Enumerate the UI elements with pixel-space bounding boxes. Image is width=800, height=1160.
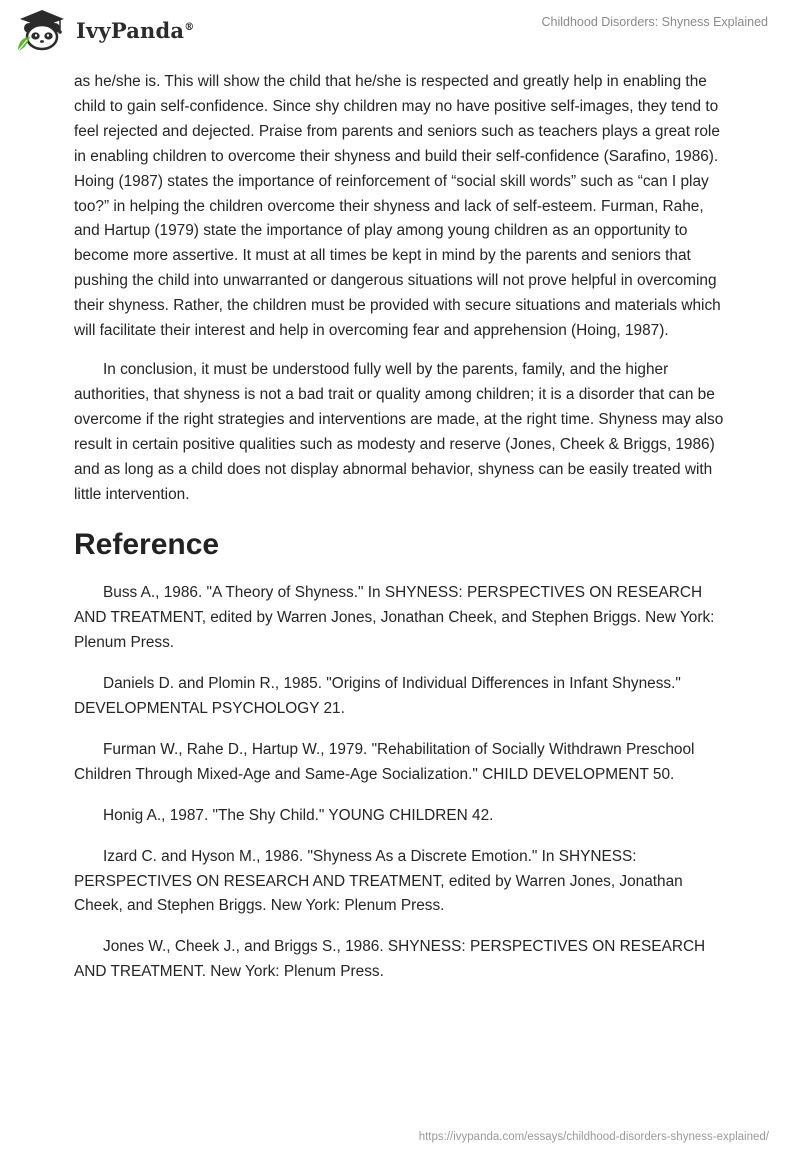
source-url-link[interactable]: https://ivypanda.com/essays/childhood-disorders-shyness-explained/ bbox=[418, 1131, 769, 1143]
page-header bbox=[0, 0, 800, 60]
essay-content bbox=[74, 70, 729, 1001]
ivypanda-logo[interactable] bbox=[14, 7, 195, 53]
reference-item: Izard C. and Hyson M., 1986. "Shyness As a Discrete Emotion." In SHYNESS: PERSPECTIVES ON RESEARCH AND TREATMENT, edited by Warren Jones, Jonathan Cheek, and Stephen Briggs. New York: Plenum Press. bbox=[74, 847, 683, 915]
reference-item: Jones W., Cheek J., and Briggs S., 1986. SHYNESS: PERSPECTIVES ON RESEARCH AND TREATMENT. New York: Plenum Press. bbox=[74, 938, 706, 981]
reference-item: Daniels D. and Plomin R., 1985. "Origins of Individual Differences in Infant Shyness." DEVELOPMENTAL PSYCHOLOGY 21. bbox=[74, 675, 681, 718]
document-title: Childhood Disorders: Shyness Explained bbox=[541, 15, 768, 29]
panda-graduate-logo-icon bbox=[14, 7, 70, 53]
body-paragraph-2: In conclusion, it must be understood fully well by the parents, family, and the higher authorities, that shyness is not a bad trait or quality among children; it is a disorder that can be overcome if the right strategies and interventions are made, at the right time. Shyness may also result in certain positive qualities such as modesty and reserve (Jones, Cheek & Briggs, 1986) and as long as a child does not display abnormal behavior, shyness can be easily treated with little intervention. bbox=[74, 360, 724, 503]
brand-name: IvyPanda® bbox=[76, 18, 195, 43]
reference-item: Honig A., 1987. "The Shy Child." YOUNG CHILDREN 42. bbox=[103, 806, 494, 824]
body-paragraph-1: as he/she is. This will show the child that he/she is respected and greatly help in enabling the child to gain self-confidence. Since shy children may no have positive self-images, they tend to feel rejected and dejected. Praise from parents and seniors such as teachers plays a great role in enabling children to overcome their shyness and build their self-confidence (Sarafino, 1986). Hoing (1987) states the importance of reinforcement of “social skill words” such as “can I play too?” in helping the children overcome their shyness and lack of self-esteem. Furman, Rahe, and Hartup (1979) state the importance of play among young children as an opportunity to become more assertive. It must at all times be kept in mind by the parents and seniors that pushing the child into unwarranted or dangerous situations will not prove helpful in overcoming their shyness. Rather, the children must be provided with secure situations and materials which will facilitate their interest and help in overcoming fear and apprehension (Hoing, 1987). bbox=[74, 73, 721, 340]
reference-item: Furman W., Rahe D., Hartup W., 1979. "Rehabilitation of Socially Withdrawn Preschool Children Through Mixed-Age and Same-Age Socialization." CHILD DEVELOPMENT 50. bbox=[74, 740, 695, 783]
reference-item: Buss A., 1986. "A Theory of Shyness." In SHYNESS: PERSPECTIVES ON RESEARCH AND TREATMENT, edited by Warren Jones, Jonathan Cheek, and Stephen Briggs. New York: Plenum Press. bbox=[74, 584, 715, 652]
references-list bbox=[74, 581, 729, 985]
references-heading: Reference bbox=[74, 528, 220, 562]
